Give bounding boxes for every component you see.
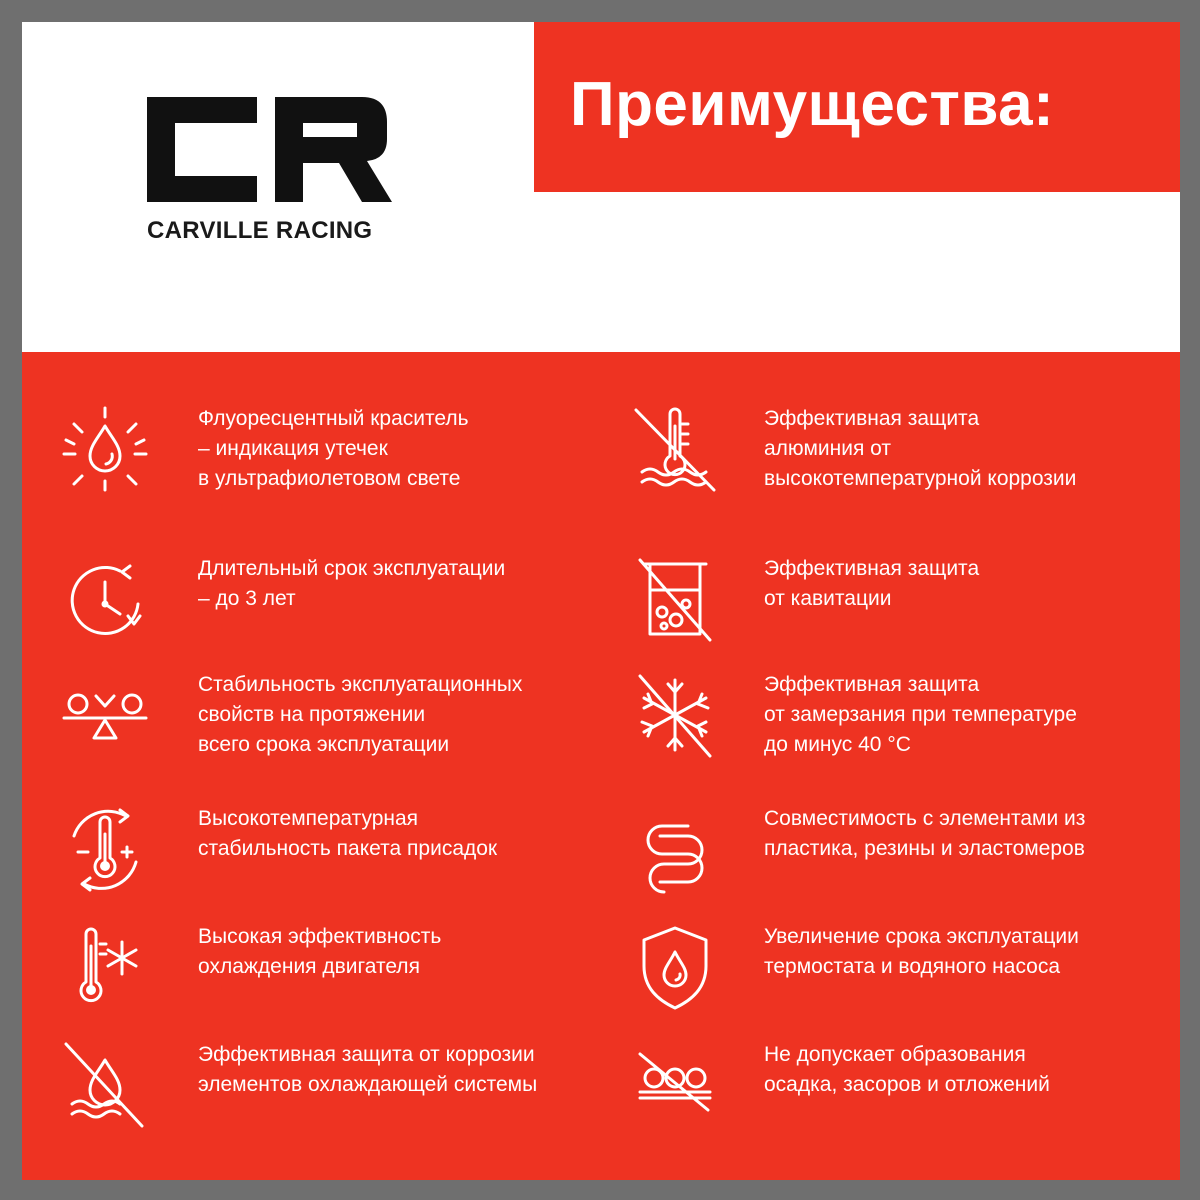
feature-item bbox=[60, 922, 441, 1012]
no-cavitation-icon bbox=[630, 554, 720, 644]
feature-item bbox=[630, 1040, 1050, 1130]
thermometer-snowflake-icon bbox=[60, 922, 150, 1012]
feature-text: Флуоресцентный краситель – индикация утечек в ультрафиолетовом свете bbox=[198, 407, 469, 490]
brand-tagline: CARVILLE RACING bbox=[147, 217, 373, 244]
feature-item bbox=[60, 554, 505, 644]
cr-logo-icon bbox=[147, 97, 392, 202]
feature-text: Высокая эффективность охлаждения двигателя bbox=[198, 925, 442, 978]
page-title: Преимущества: bbox=[570, 69, 1055, 139]
feature-text: Эффективная защита от кавитации bbox=[764, 557, 980, 610]
product-card bbox=[22, 22, 1180, 1180]
feature-text: Стабильность эксплуатационных свойств на протяжении всего срока эксплуатации bbox=[198, 673, 523, 756]
feature-text: Эффективная защита от коррозии элементов охлаждающей системы bbox=[198, 1043, 538, 1096]
feature-text: Увеличение срока эксплуатации термостата и водяного насоса bbox=[764, 925, 1079, 978]
feature-item bbox=[60, 804, 497, 894]
feature-text: Эффективная защита алюминия от высокотемпературной коррозии bbox=[764, 407, 1077, 490]
feature-text: Длительный срок эксплуатации – до 3 лет bbox=[198, 557, 506, 610]
feature-item bbox=[630, 670, 1077, 760]
no-high-temp-corrosion-icon bbox=[630, 404, 720, 494]
no-deposits-icon bbox=[630, 1040, 720, 1130]
thermometer-cycle-icon bbox=[60, 804, 150, 894]
header-badge bbox=[534, 22, 1180, 192]
no-freeze-icon bbox=[630, 670, 720, 760]
feature-item bbox=[630, 922, 1079, 1012]
feature-item bbox=[60, 1040, 537, 1130]
feature-text: Эффективная защита от замерзания при температуре до минус 40 °C bbox=[764, 673, 1077, 756]
shield-drop-icon bbox=[630, 922, 720, 1012]
feature-item bbox=[630, 404, 1076, 494]
feature-item bbox=[630, 804, 1085, 894]
features-panel bbox=[22, 352, 1180, 1180]
feature-item bbox=[60, 670, 522, 760]
brand-logo bbox=[147, 97, 392, 245]
feature-text: Высокотемпературная стабильность пакета присадок bbox=[198, 807, 498, 860]
balance-icon bbox=[60, 670, 150, 760]
uv-drop-icon bbox=[60, 404, 150, 494]
clock-icon bbox=[60, 554, 150, 644]
feature-text: Совместимость с элементами из пластика, резины и эластомеров bbox=[764, 807, 1086, 860]
feature-item bbox=[60, 404, 469, 494]
chain-link-icon bbox=[630, 804, 720, 894]
no-corrosion-icon bbox=[60, 1040, 150, 1130]
feature-text: Не допускает образования осадка, засоров и отложений bbox=[764, 1043, 1050, 1096]
feature-item bbox=[630, 554, 979, 644]
